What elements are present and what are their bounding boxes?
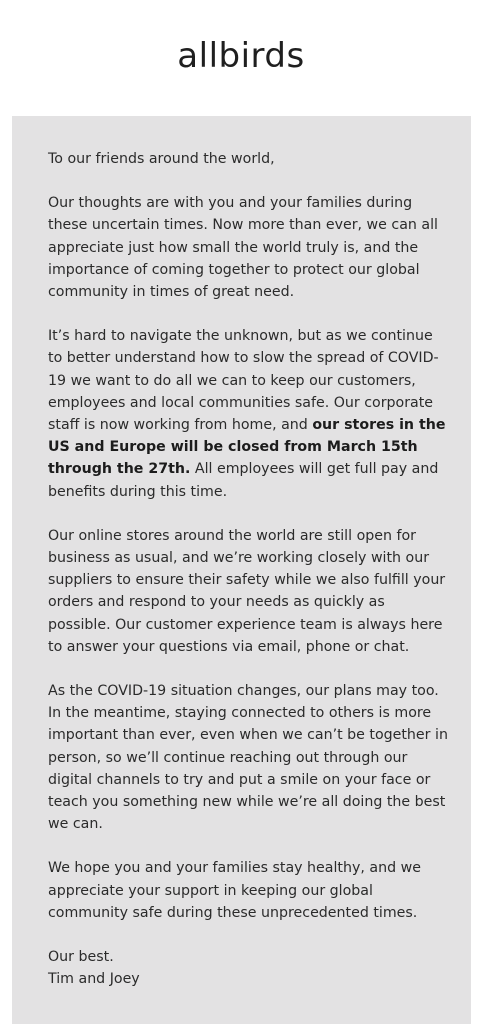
greeting: To our friends around the world, bbox=[48, 151, 275, 167]
paragraph-situation-changes: As the COVID-19 situation changes, our plans may too. In the meantime, staying connected to others is more important than ever, even when we can’t be together in person, so we’ll continue reaching out through our digital channels to try and put a smile on your face or teach you something new while we’re all doing the best we can. bbox=[48, 683, 448, 833]
signature: Tim and Joey bbox=[48, 971, 140, 988]
signoff: Our best. bbox=[48, 949, 114, 966]
paragraph-closing-wishes: We hope you and your families stay healthy, and we appreciate your support in keeping our global community safe during these unprecedented times. bbox=[48, 860, 421, 921]
paragraph-online-stores: Our online stores around the world are still open for business as usual, and we’re working closely with our suppliers to ensure their safety while we also fulfill your orders and respond to your needs as quickly as possible. Our customer experience team is always here to answer your questions via email, phone or chat. bbox=[48, 527, 446, 655]
paragraph-covid-response bbox=[48, 325, 451, 503]
paragraph-covid-response-text: It’s hard to navigate the unknown, but as we continue to better understand how to slow the spread of COVID-19 we want to do all we can to keep our customers, employees and local communities safe. Our corporate staff is now working from home, and bbox=[48, 328, 439, 434]
letter-panel bbox=[12, 116, 471, 1024]
allbirds-logo[interactable]: allbirds bbox=[177, 36, 305, 76]
header bbox=[0, 0, 482, 116]
store-closure-notice: our stores in the US and Europe will be closed from March 15th through the 27th. bbox=[48, 417, 446, 478]
paragraph-covid-response-tail: All employees will get full pay and benefits during this time. bbox=[48, 461, 439, 500]
paragraph-thoughts: Our thoughts are with you and your families during these uncertain times. Now more than ever, we can all appreciate just how small the world truly is, and the importance of coming together to protect our global community in times of great need. bbox=[48, 195, 438, 301]
